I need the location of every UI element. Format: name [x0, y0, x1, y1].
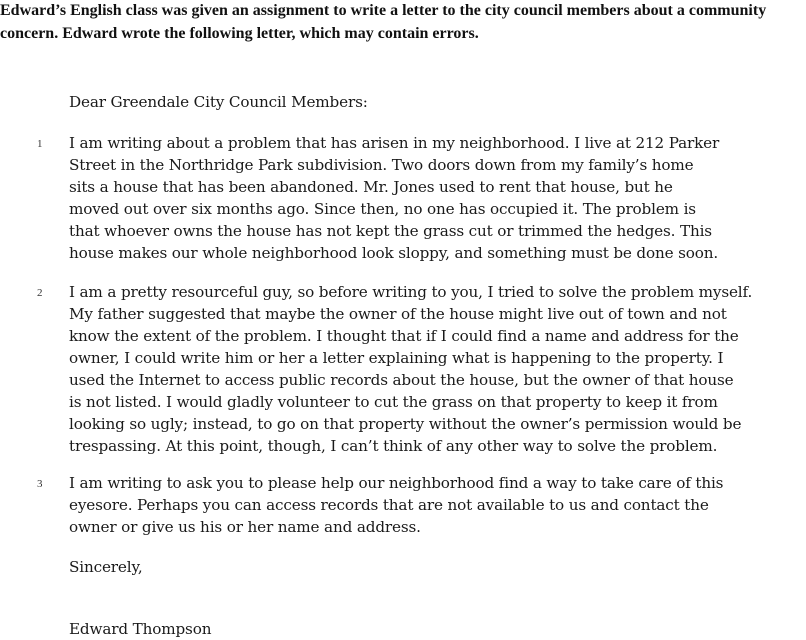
- paragraph-line: I am writing to ask you to please help our neighborhood find a way to take care of this: [69, 474, 724, 492]
- paragraph-line: moved out over six months ago. Since then, no one has occupied it. The problem is: [69, 200, 696, 218]
- paragraph-line: trespassing. At this point, though, I can’t think of any other way to solve the problem.: [69, 437, 718, 455]
- paragraph-line: looking so ugly; instead, to go on that property without the owner’s permission would be: [69, 415, 742, 433]
- assignment-intro: Edward’s English class was given an assignment to write a letter to the city council members about a community concern. Edward wrote the following letter, which may contain errors.: [0, 2, 767, 42]
- paragraph-line: know the extent of the problem. I thought that if I could find a name and address for the: [69, 327, 739, 345]
- paragraph-line: My father suggested that maybe the owner of the house might live out of town and not: [69, 305, 727, 323]
- letter-salutation: Dear Greendale City Council Members:: [69, 93, 368, 111]
- paragraph-line: that whoever owns the house has not kept the grass cut or trimmed the hedges. This: [69, 222, 712, 240]
- paragraph-line: I am writing about a problem that has arisen in my neighborhood. I live at 212 Parker: [69, 134, 720, 152]
- paragraph-number: 1: [37, 138, 43, 150]
- paragraph-line: eyesore. Perhaps you can access records that are not available to us and contact the: [69, 496, 709, 514]
- paragraph-number: 3: [37, 478, 43, 490]
- paragraph-line: owner, I could write him or her a letter explaining what is happening to the property. I: [69, 349, 724, 367]
- paragraph-line: is not listed. I would gladly volunteer to cut the grass on that property to keep it from: [69, 393, 718, 411]
- paragraph-line: house makes our whole neighborhood look sloppy, and something must be done soon.: [69, 244, 719, 262]
- letter-closing: Sincerely,: [69, 558, 143, 576]
- letter-signature: Edward Thompson: [69, 620, 212, 638]
- paragraph-line: sits a house that has been abandoned. Mr. Jones used to rent that house, but he: [69, 178, 673, 196]
- paragraph-number: 2: [37, 287, 43, 299]
- paragraph-line: I am a pretty resourceful guy, so before writing to you, I tried to solve the problem myself.: [69, 283, 753, 301]
- paragraph-line: Street in the Northridge Park subdivision. Two doors down from my family’s home: [69, 156, 694, 174]
- paragraph-line: owner or give us his or her name and address.: [69, 518, 421, 536]
- paragraph-line: used the Internet to access public records about the house, but the owner of that house: [69, 371, 734, 389]
